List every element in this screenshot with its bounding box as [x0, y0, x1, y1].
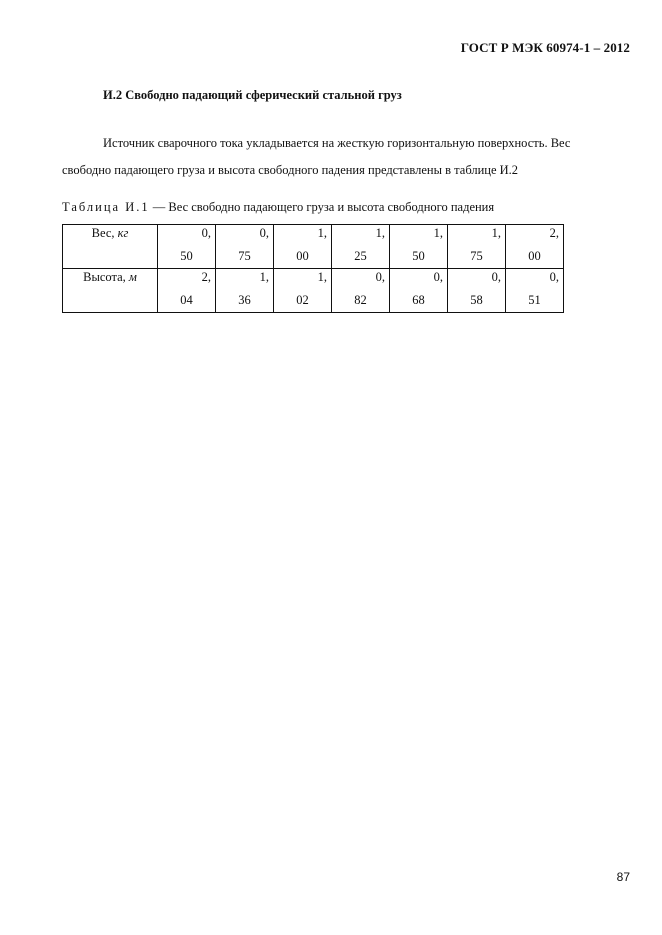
cell-value-fraction: 58 — [470, 293, 483, 307]
cell-value-fraction: 51 — [528, 293, 541, 307]
cell-value-integer: 0, — [201, 226, 211, 240]
table-cell — [274, 269, 332, 313]
cell-value-integer: 0, — [375, 270, 385, 284]
row-unit: кг — [117, 226, 129, 240]
page-number: 87 — [616, 870, 630, 884]
table-cell — [506, 225, 564, 269]
table-caption — [62, 200, 494, 215]
cell-value-fraction: 00 — [528, 249, 541, 263]
cell-value-integer: 1, — [375, 226, 385, 240]
table-cell — [158, 269, 216, 313]
table-cell — [506, 269, 564, 313]
table-cell — [390, 225, 448, 269]
cell-value-integer: 0, — [259, 226, 269, 240]
cell-value-integer: 1, — [259, 270, 269, 284]
row-label: Вес, — [91, 226, 118, 240]
body-paragraph — [62, 130, 608, 184]
cell-value-integer: 1, — [491, 226, 501, 240]
cell-value-fraction: 82 — [354, 293, 367, 307]
cell-value-fraction: 68 — [412, 293, 425, 307]
table-row-height — [63, 269, 564, 313]
cell-value-integer: 0, — [433, 270, 443, 284]
table-row-weight — [63, 225, 564, 269]
cell-value-integer: 2, — [201, 270, 211, 284]
cell-value-fraction: 02 — [296, 293, 309, 307]
cell-value-integer: 1, — [317, 226, 327, 240]
cell-value-fraction: 36 — [238, 293, 251, 307]
cell-value-fraction: 75 — [238, 249, 251, 263]
table-caption-number: Таблица И.1 — [62, 200, 150, 214]
paragraph-line-1: Источник сварочного тока укладывается на жесткую горизонтальную поверхность. Вес — [103, 136, 571, 150]
row-unit: м — [128, 270, 137, 284]
cell-value-integer: 0, — [491, 270, 501, 284]
cell-value-integer: 2, — [549, 226, 559, 240]
row-header-weight — [63, 225, 158, 269]
document-standard-header: ГОСТ Р МЭК 60974-1 – 2012 — [460, 40, 630, 55]
cell-value-fraction: 50 — [180, 249, 193, 263]
cell-value-fraction: 50 — [412, 249, 425, 263]
table-caption-text: Вес свободно падающего груза и высота свободного падения — [168, 200, 495, 214]
weight-height-table — [62, 224, 564, 313]
section-heading: И.2 Свободно падающий сферический стальной груз — [103, 88, 402, 102]
table-cell — [332, 269, 390, 313]
table-cell — [216, 269, 274, 313]
cell-value-fraction: 00 — [296, 249, 309, 263]
row-label: Высота, — [83, 270, 129, 284]
table-cell — [216, 225, 274, 269]
cell-value-integer: 1, — [433, 226, 443, 240]
cell-value-integer: 1, — [317, 270, 327, 284]
row-header-height — [63, 269, 158, 313]
cell-value-fraction: 04 — [180, 293, 193, 307]
table-cell — [448, 225, 506, 269]
cell-value-fraction: 75 — [470, 249, 483, 263]
paragraph-line-2: свободно падающего груза и высота свободного падения представлены в таблице И.2 — [62, 163, 519, 177]
table-caption-dash: — — [152, 200, 166, 214]
cell-value-integer: 0, — [549, 270, 559, 284]
table-cell — [448, 269, 506, 313]
table-cell — [274, 225, 332, 269]
table-cell — [332, 225, 390, 269]
table-cell — [158, 225, 216, 269]
cell-value-fraction: 25 — [354, 249, 367, 263]
table-cell — [390, 269, 448, 313]
